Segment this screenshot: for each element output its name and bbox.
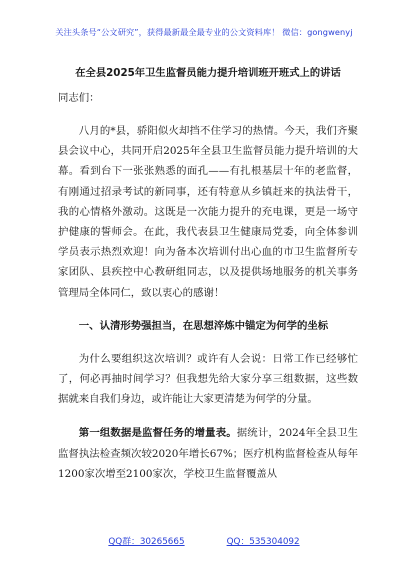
qq-contact-link[interactable]: QQ：535304092	[226, 537, 300, 547]
document-body	[58, 66, 358, 484]
paragraph-opening: 八月的*县，骄阳似火却挡不住学习的热情。今天，我们齐聚县会议中心，共同开启2025年全县卫生监督员能力提升培训的大幕。看到台下一张张熟悉的面孔——有扎根基层十年的老监督，有刚通过招录考试的新同事，还有特意从乡镇赶来的执法骨干，我的心情格外激动。这既是一次能力提升的充电课，更是一场守护健康的誓师会。在此，我代表县卫生健康局党委，向全体参训学员表示热烈欢迎！向为备本次培训付出心血的市卫生监督所专家团队、县疾控中心教研组同志，以及提供场地服务的机关事务管理局全体同仁，致以衷心的感谢！	[58, 125, 358, 299]
paragraph-why-train: 为什么要组织这次培训？或许有人会说：日常工作已经够忙了，何必再抽时间学习？但我想先给大家分享三组数据，这些数据就来自我们身边，或许能让大家更清楚为何学的分量。	[58, 352, 358, 406]
qq-group-link[interactable]: QQ群：30265665	[108, 537, 185, 547]
paragraph-body-text: 据统计，2024年全县卫生监督执法检查频次较2020年增长67%；医疗机构监督检查从每年1200家次增至2100家次，学校卫生监督覆盖从	[58, 427, 358, 480]
section-heading-1: 一、认清形势强担当，在思想淬炼中锚定为何学的坐标	[78, 319, 329, 332]
header-promo-banner: 关注头条号“公文研究”，获得最新最全最专业的公文资料库！ 微信：gongwenyj	[55, 27, 353, 37]
footer-contacts	[0, 534, 408, 547]
document-title: 在全县2025年卫生监督员能力提升培训班开班式上的讲话	[75, 67, 341, 79]
paragraph-data-group-1	[58, 423, 358, 484]
paragraph-lead-bold: 第一组数据是监督任务的增量表。	[78, 427, 237, 440]
salutation: 同志们：	[58, 92, 100, 104]
